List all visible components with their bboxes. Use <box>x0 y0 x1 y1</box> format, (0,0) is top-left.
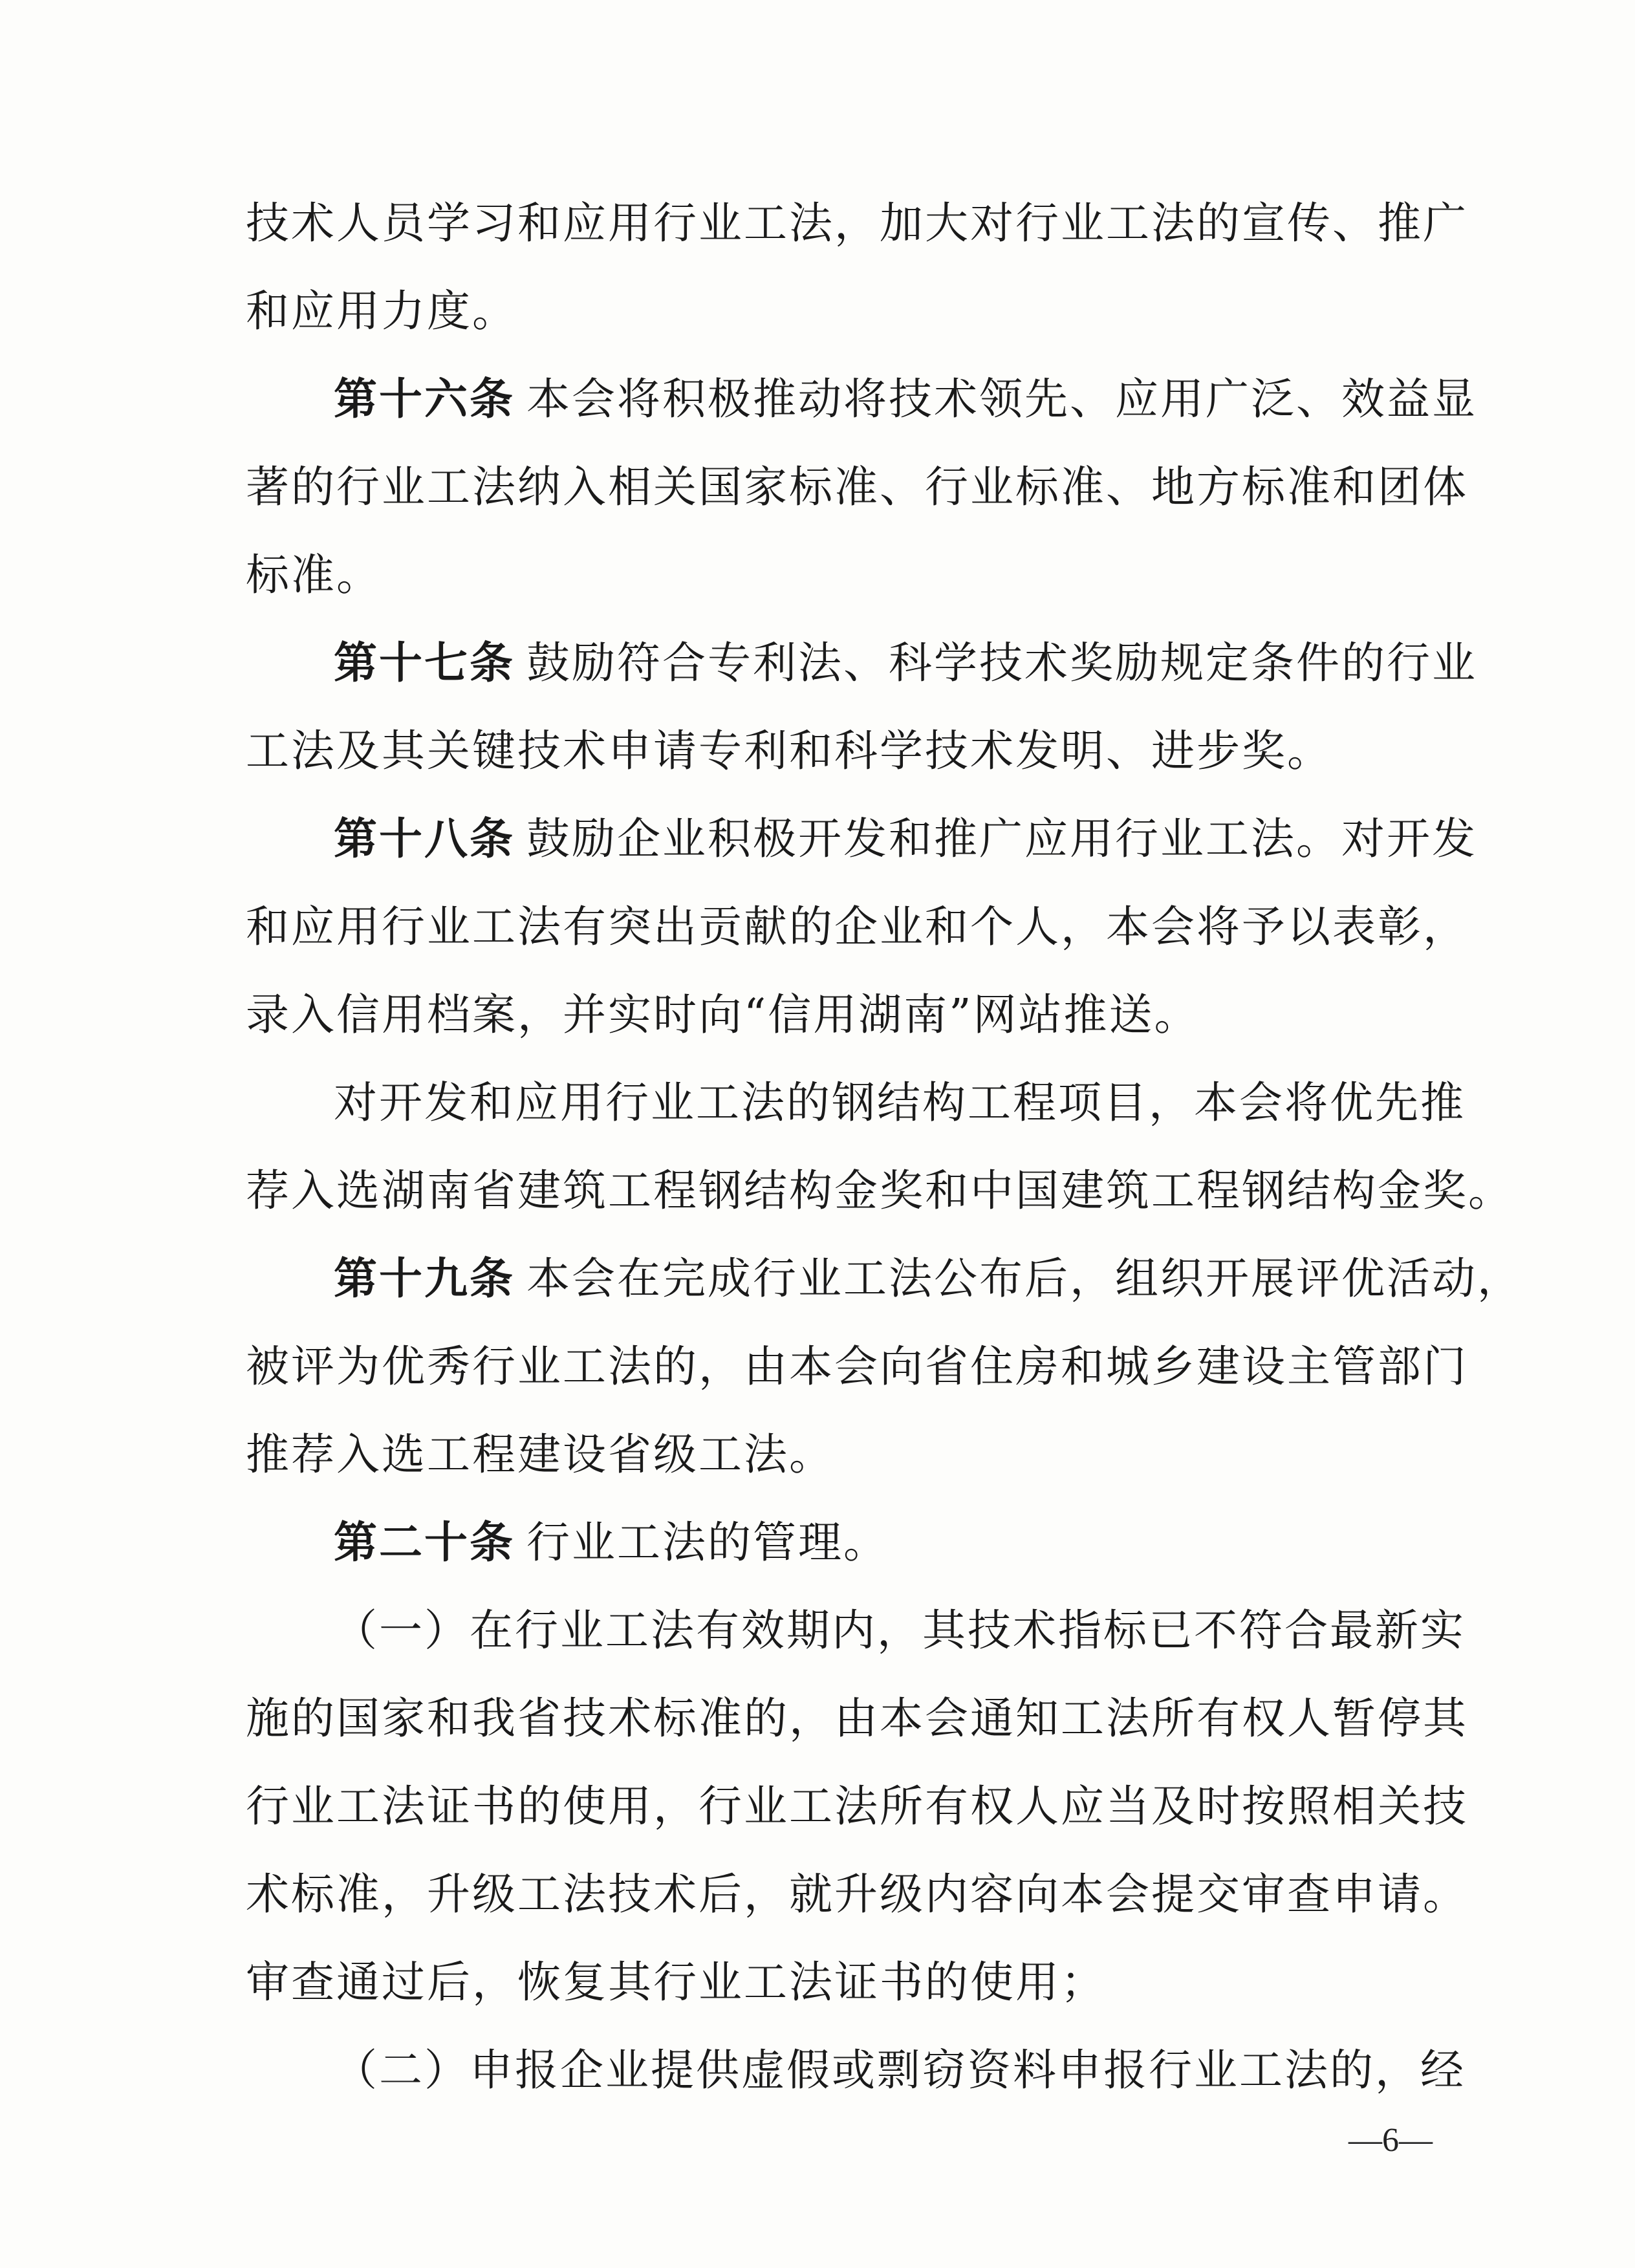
text-line: 术标准，升级工法技术后，就升级内容向本会提交审查申请。 <box>246 1869 1468 1919</box>
article-17-line: 第十七条 鼓励符合专利法、科学技术奖励规定条件的行业 <box>334 638 1477 688</box>
text-line: 审查通过后，恢复其行业工法证书的使用； <box>246 1957 1106 2007</box>
text-line: 推荐入选工程建设省级工法。 <box>246 1429 834 1480</box>
text-line: 和应用力度。 <box>246 286 517 336</box>
article-heading: 第二十条 <box>334 1517 515 1568</box>
article-18-line: 第十八条 鼓励企业积极开发和推广应用行业工法。对开发 <box>334 814 1477 864</box>
text-line: （二）申报企业提供虚假或剽窃资料申报行业工法的，经 <box>334 2045 1466 2095</box>
article-heading: 第十九条 <box>334 1253 515 1304</box>
article-16-line: 第十六条 本会将积极推动将技术领先、应用广泛、效益显 <box>334 374 1477 424</box>
text-line: 和应用行业工法有突出贡献的企业和个人，本会将予以表彰， <box>246 902 1468 952</box>
article-19-line: 第十九条 本会在完成行业工法公布后，组织开展评优活动， <box>334 1253 1522 1304</box>
text-line: 录入信用档案，并实时向“信用湖南”网站推送。 <box>246 989 1200 1040</box>
text-line: 工法及其关键技术申请专利和科学技术发明、进步奖。 <box>246 726 1332 776</box>
text-line: 对开发和应用行业工法的钢结构工程项目，本会将优先推 <box>334 1077 1466 1128</box>
article-heading: 第十六条 <box>334 374 515 424</box>
text-line: 标准。 <box>246 550 382 600</box>
article-heading: 第十八条 <box>334 814 515 864</box>
page-number: —6— <box>1348 2122 1433 2159</box>
text-line: 被评为优秀行业工法的，由本会向省住房和城乡建设主管部门 <box>246 1341 1468 1392</box>
text-line: 行业工法证书的使用，行业工法所有权人应当及时按照相关技 <box>246 1781 1468 1831</box>
text-line: 荐入选湖南省建筑工程钢结构金奖和中国建筑工程钢结构金奖。 <box>246 1165 1513 1216</box>
text-line: 施的国家和我省技术标准的，由本会通知工法所有权人暂停其 <box>246 1693 1468 1744</box>
article-20-line: 第二十条 行业工法的管理。 <box>334 1517 889 1568</box>
text-line: 技术人员学习和应用行业工法，加大对行业工法的宣传、推广 <box>246 198 1468 248</box>
text-line: 著的行业工法纳入相关国家标准、行业标准、地方标准和团体 <box>246 462 1468 512</box>
text-line: （一）在行业工法有效期内，其技术指标已不符合最新实 <box>334 1605 1466 1656</box>
article-heading: 第十七条 <box>334 638 515 688</box>
